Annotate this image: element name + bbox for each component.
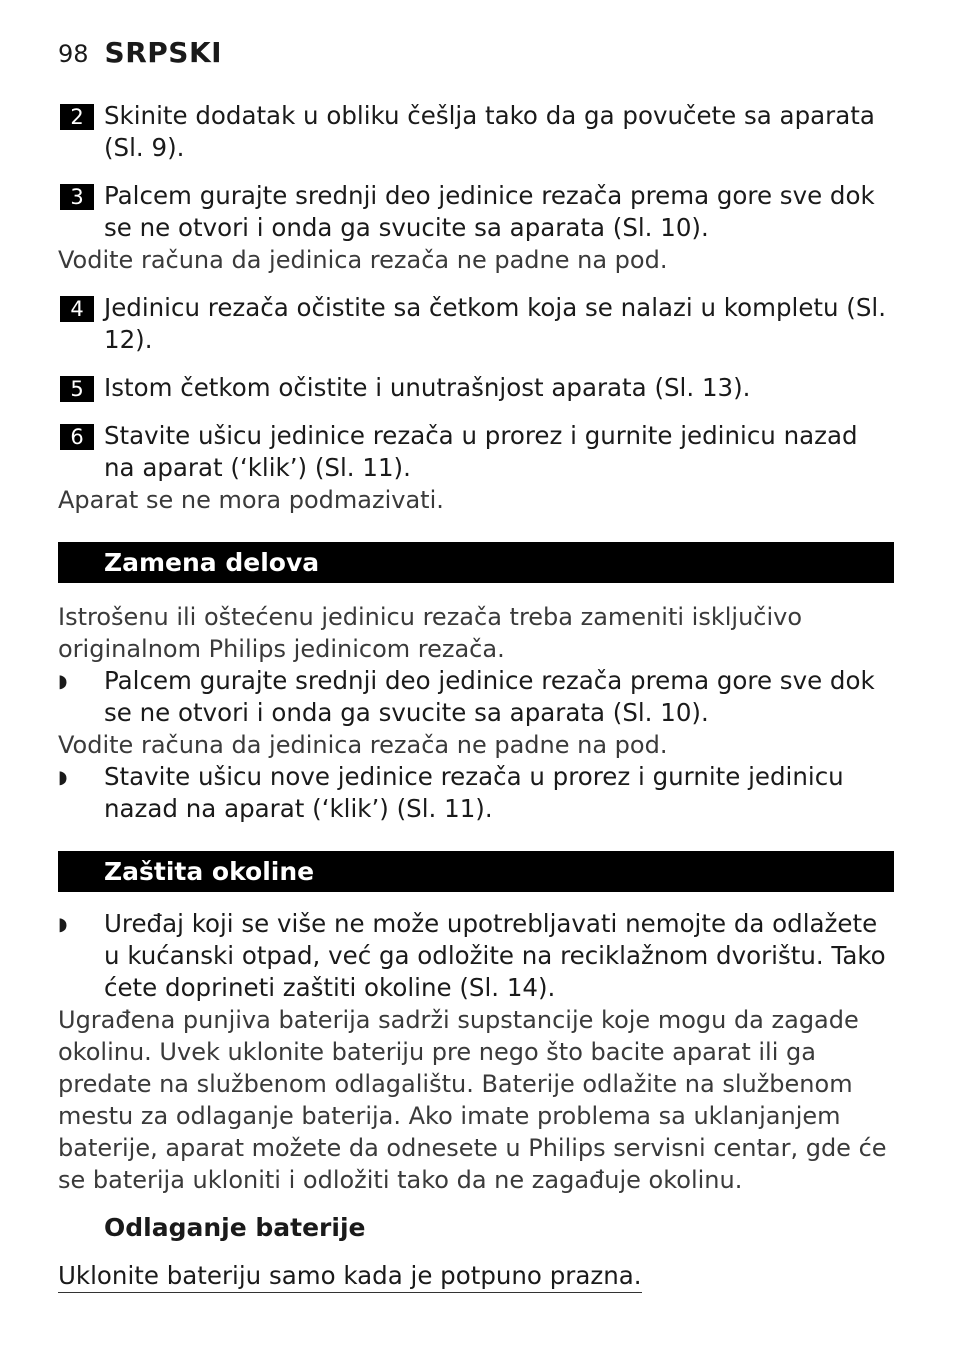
bullet-text: Palcem gurajte srednji deo jedinice rezača prema gore sve dok se ne otvori i onda ga svucite sa aparata (Sl. 10). [104, 666, 875, 727]
step-5 [58, 372, 894, 404]
battery-note [58, 1260, 894, 1292]
step-text: Istom četkom očistite i unutrašnjost aparata (Sl. 13). [104, 373, 751, 402]
step-text: Palcem gurajte srednji deo jedinice rezača prema gore sve dok se ne otvori i onda ga svucite sa aparata (Sl. 10). [104, 181, 875, 242]
step-number-badge: 4 [60, 296, 94, 322]
language-title: SRPSKI [104, 36, 223, 69]
bullet-icon: ◗ [58, 671, 68, 692]
step-text: Jedinicu rezača očistite sa četkom koja se nalazi u kompletu (Sl. 12). [104, 293, 887, 354]
note: Vodite računa da jedinica rezača ne padne na pod. [58, 731, 668, 759]
page-header [58, 36, 222, 72]
step-text: Skinite dodatak u obliku češlja tako da ga povučete sa aparata (Sl. 9). [104, 101, 875, 162]
bullet-text: Stavite ušicu nove jedinice rezača u prorez i gurnite jedinicu nazad na aparat (‘klik’) (Sl. 11). [104, 762, 844, 823]
paragraph: Ugrađena punjiva baterija sadrži supstancije koje mogu da zagade okolinu. Uvek uklonite bateriju pre nego što bacite aparat ili ga predate na službenom odlagalištu. Baterije odlažite na službenom mestu za odlaganje baterija. Ako imate problema sa uklanjanjem baterije, aparat možete da odnesete u Philips servisni centar, gde će se baterija ukloniti i odložiti tako da ne zagađuje okolinu. [58, 1006, 887, 1194]
step-6 [58, 420, 894, 484]
step-number-badge: 6 [60, 424, 94, 450]
step-number-badge: 5 [60, 376, 94, 402]
note: Vodite računa da jedinica rezača ne padne na pod. [58, 246, 668, 274]
subheading-battery: Odlaganje baterije [104, 1213, 366, 1242]
bullet-item [58, 665, 894, 729]
bullet-icon: ◗ [58, 914, 68, 935]
step-2 [58, 100, 894, 164]
page-content [58, 100, 894, 1292]
page-number: 98 [58, 40, 89, 68]
section-heading-replacement: Zamena delova [58, 542, 894, 583]
step-3 [58, 180, 894, 244]
step-number-badge: 2 [60, 104, 94, 130]
bullet-icon: ◗ [58, 767, 68, 788]
step-text: Stavite ušicu jedinice rezača u prorez i gurnite jedinicu nazad na aparat (‘klik’) (Sl. 11). [104, 421, 858, 482]
battery-note-text: Uklonite bateriju samo kada je potpuno prazna. [58, 1261, 642, 1293]
bullet-text: Uređaj koji se više ne može upotrebljavati nemojte da odlažete u kućanski otpad, već ga odložite na reciklažnom dvorištu. Tako ćete doprineti zaštiti okoline (Sl. 14). [104, 909, 886, 1002]
section-heading-environment: Zaštita okoline [58, 851, 894, 892]
bullet-item [58, 761, 894, 825]
note: Aparat se ne mora podmazivati. [58, 486, 444, 514]
step-number-badge: 3 [60, 184, 94, 210]
bullet-item [58, 908, 894, 1004]
step-4 [58, 292, 894, 356]
paragraph: Istrošenu ili oštećenu jedinicu rezača treba zameniti isključivo originalnom Philips jedinicom rezača. [58, 603, 803, 663]
